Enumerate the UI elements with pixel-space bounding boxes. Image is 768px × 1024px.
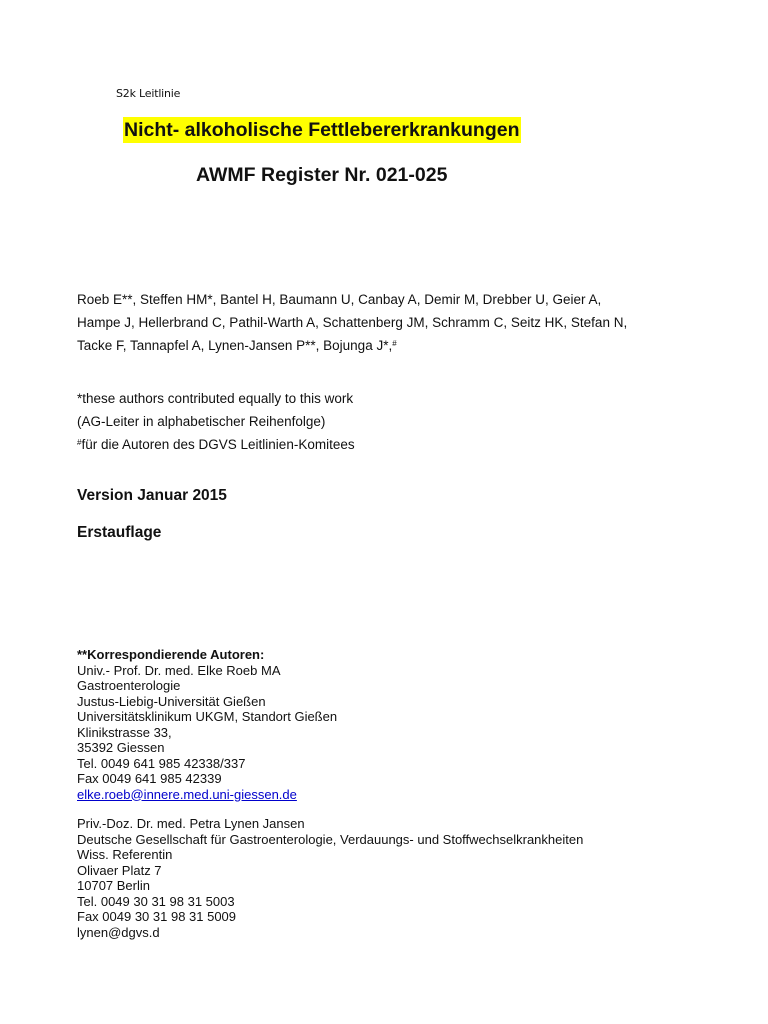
contact2-name: Priv.-Doz. Dr. med. Petra Lynen Jansen <box>77 816 305 831</box>
corresponding-heading: **Korrespondierende Autoren: <box>77 647 265 662</box>
version-label: Version Januar 2015 <box>77 487 227 504</box>
contact2-street: Olivaer Platz 7 <box>77 862 162 878</box>
contact1-dept: Gastroenterologie <box>77 678 181 693</box>
contact1-email-link[interactable]: elke.roeb@innere.med.uni-giessen.de <box>77 786 297 802</box>
contact2-email: lynen@dgvs.d <box>77 924 160 940</box>
contact2-org: Deutsche Gesellschaft für Gastroenterologie, Verdauungs- und Stoffwechselkrankheiten <box>77 831 584 847</box>
document-type-label: S2k Leitlinie <box>116 87 181 100</box>
note-ag-leiter: (AG-Leiter in alphabetischer Reihenfolge) <box>77 414 326 429</box>
author-line-3-sup: # <box>392 339 397 348</box>
guideline-title: Nicht- alkoholische Fettlebererkrankungen <box>124 119 520 141</box>
contact1-fax: Fax 0049 641 985 42339 <box>77 771 222 786</box>
register-number: AWMF Register Nr. 021-025 <box>196 164 448 186</box>
contact2-tel: Tel. 0049 30 31 98 31 5003 <box>77 893 235 909</box>
contact1-city: 35392 Giessen <box>77 740 165 755</box>
author-line-2: Hampe J, Hellerbrand C, Pathil-Warth A, Schattenberg JM, Schramm C, Seitz HK, Stefan N, <box>77 315 628 330</box>
contact2-role: Wiss. Referentin <box>77 847 173 862</box>
contact1-street: Klinikstrasse 33, <box>77 724 172 740</box>
corresponding-author-block-1 <box>77 647 337 802</box>
edition-label: Erstauflage <box>77 524 162 541</box>
author-line-3 <box>77 334 627 357</box>
contact1-tel: Tel. 0049 641 985 42338/337 <box>77 755 246 771</box>
note-dgvs-sup: # <box>77 438 82 447</box>
note-dgvs-committee <box>77 433 355 456</box>
contact1-name: Univ.- Prof. Dr. med. Elke Roeb MA <box>77 662 281 678</box>
corresponding-author-block-2 <box>77 816 583 940</box>
author-line-3-text: Tacke F, Tannapfel A, Lynen-Jansen P**, Bojunga J*, <box>77 338 393 353</box>
author-notes <box>77 387 355 456</box>
contact2-fax: Fax 0049 30 31 98 31 5009 <box>77 909 237 924</box>
contact1-university: Justus-Liebig-Universität Gießen <box>77 693 266 709</box>
contact2-city: 10707 Berlin <box>77 878 150 893</box>
author-list <box>77 288 627 357</box>
note-equal-contribution: *these authors contributed equally to this work <box>77 391 354 406</box>
note-dgvs-text: für die Autoren des DGVS Leitlinien-Komitees <box>81 437 355 452</box>
author-line-1: Roeb E**, Steffen HM*, Bantel H, Baumann U, Canbay A, Demir M, Drebber U, Geier A, <box>77 292 602 307</box>
contact1-clinic: Universitätsklinikum UKGM, Standort Gießen <box>77 709 338 724</box>
